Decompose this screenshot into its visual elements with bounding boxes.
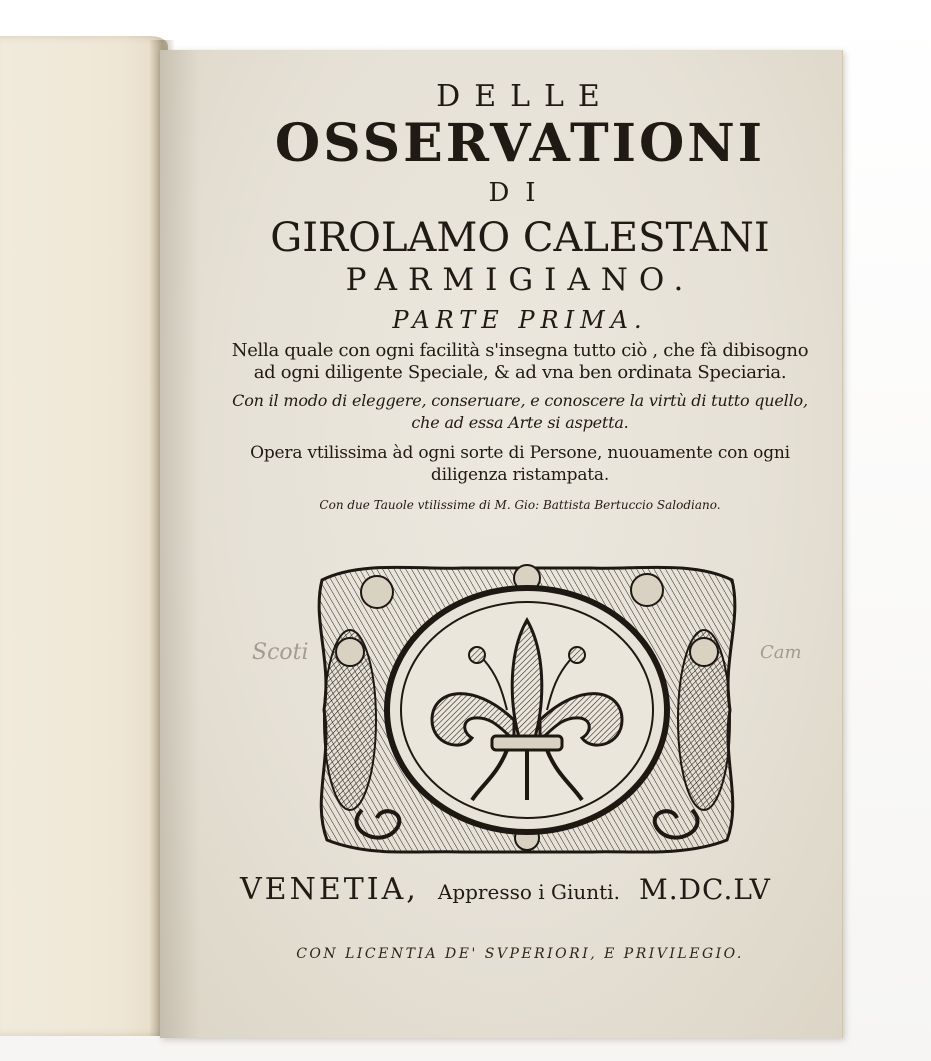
author-origin: PARMIGIANO. (345, 262, 695, 298)
title-osservationi: OSSERVATIONI (274, 113, 766, 174)
author-name: GIROLAMO CALESTANI (270, 215, 770, 261)
fleur-de-lis-woodcut-icon (302, 560, 752, 858)
title-delle: DELLE (436, 79, 614, 114)
title-text-block (200, 80, 840, 514)
opera-line-1: Opera vtilissima àd ogni sorte di Persone, nuouamente con ogni (250, 443, 790, 463)
description-line-1: Nella quale con ogni facilità s'insegna tutto ciò , che fà dibisogno (231, 340, 809, 361)
imprint-printer: Appresso i Giunti. (437, 880, 620, 904)
handwritten-note-left: Scoti (252, 640, 309, 665)
handwritten-note-right: Cam (760, 642, 802, 663)
opera-line-2: diligenza ristampata. (430, 465, 610, 485)
imprint-line (240, 872, 810, 907)
tables-note: Con due Tauole vtilissime di M. Gio: Battista Bertuccio Salodiano. (319, 498, 721, 512)
description-line-2: ad ogni diligente Speciale, & ad vna ben ordinata Speciaria. (253, 362, 787, 383)
page-shadow (160, 50, 200, 1038)
part-label: PARTE PRIMA. (392, 306, 648, 334)
imprint-city: VENETIA, (240, 872, 419, 907)
method-line-1: Con il modo di eleggere, conseruare, e conoscere la virtù di tutto quello, (232, 391, 808, 410)
method-line-2: che ad essa Arte si aspetta. (411, 413, 629, 432)
license-line: CON LICENTIA DE' SVPERIORI, E PRIVILEGIO. (296, 946, 744, 962)
left-blank-page (0, 36, 168, 1036)
imprint-year: M.DC.LV (639, 873, 771, 906)
title-di: DI (488, 178, 552, 208)
